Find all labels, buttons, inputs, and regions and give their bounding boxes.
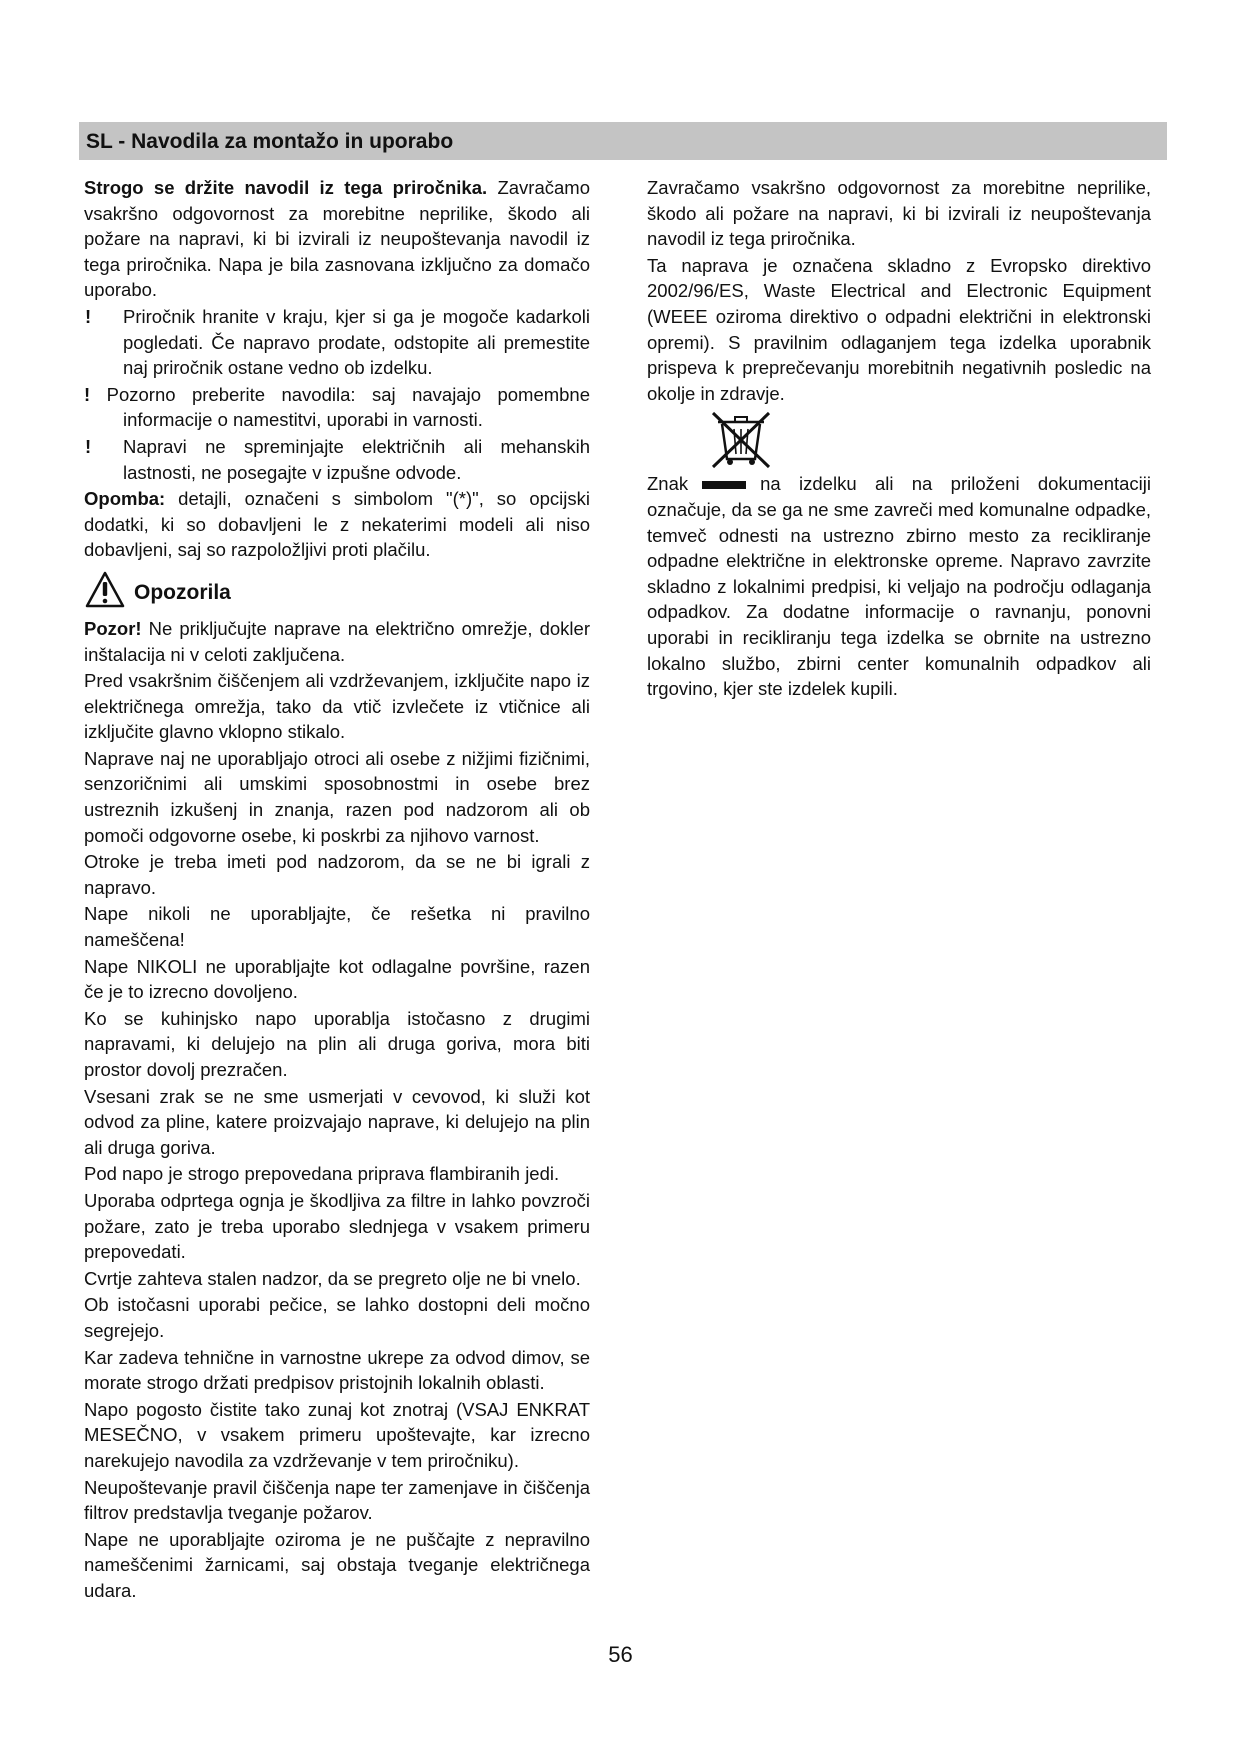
pozor-paragraph: Pozor! Ne priključujte naprave na električno omrežje, dokler inštalacija ni v celoti zaključena.: [84, 617, 590, 665]
exclamation-mark: !: [85, 305, 92, 327]
znak-paragraph: Znak na izdelku ali na priloženi dokumentaciji označuje, da se ga ne sme zavreči med komunalne odpadke, temveč odnesti na ustrezno zbirno mesto za recikliranje odpadne električne in elektronske opreme. Napravo zavrzite skladno z lokalnimi predpisi, ki veljajo na področju odlaganja odpadkov. Za dodatne informacije o ravnanju, ponovni uporabi in recikliranju tega izdelka se obrnite na ustrezno lokalno službo, zbirni center komunalnih odpadkov ali trgovino, kjer ste izdelek kupili.: [647, 473, 1151, 700]
warning-paragraph: Ko se kuhinjsko napo uporablja istočasno z drugimi napravami, ki delujejo na plin ali druga goriva, mora biti prostor dovolj prezračen.: [84, 1007, 590, 1080]
page-number: 56: [608, 1642, 633, 1667]
intro-bold: Strogo se držite navodil iz tega priročnika.: [84, 177, 488, 198]
disclaimer-paragraph: Zavračamo vsakršno odgovornost za morebitne neprilike, škodo ali požare na napravi, ki bi izvirali iz neupoštevanja navodil iz tega priročnika.: [647, 177, 1151, 250]
warning-paragraph: Neupoštevanje pravil čiščenja nape ter zamenjave in čiščenja filtrov predstavlja tveganje požarov.: [84, 1476, 590, 1524]
warning-paragraph: Pred vsakršnim čiščenjem ali vzdrževanjem, izključite napo iz električnega omrežja, tako da vtič izvlečete iz vtičnice ali izključite glavno vklopno stikalo.: [84, 670, 590, 743]
warning-paragraph: Nape nikoli ne uporabljajte, če rešetka ni pravilno nameščena!: [84, 903, 590, 951]
section-title: SL - Navodila za montažo in uporabo: [86, 130, 454, 153]
bullet-2: ! Pozorno preberite navodila: saj navajajo pomembne informacije o namestitvi, uporabi in varnosti.: [84, 383, 591, 431]
warning-paragraph: Pod napo je strogo prepovedana priprava flambiranih jedi.: [84, 1163, 560, 1185]
left-column: [84, 175, 590, 1604]
warnings-title: Opozorila: [134, 581, 231, 605]
bullet-1: ! Priročnik hranite v kraju, kjer si ga je mogoče kadarkoli pogledati. Če napravo prodate, odstopite ali premestite naj priročnik ostane vedno ob izdelku.: [85, 305, 590, 379]
warning-paragraph: Nape ne uporabljajte oziroma je ne puščajte z nepravilno nameščenimi žarnicami, saj obstaja tveganje električnega udara.: [84, 1528, 590, 1601]
black-bar-symbol: [702, 481, 746, 489]
warning-triangle-icon: [84, 570, 126, 617]
note-paragraph: [84, 486, 590, 563]
warning-paragraph: Nape NIKOLI ne uporabljajte kot odlagalne površine, razen če je to izrecno dovoljeno.: [84, 955, 590, 1003]
warning-paragraph: Vsesani zrak se ne sme usmerjati v cevovod, ki služi kot odvod za pline, katere proizvajajo naprave, ki delujejo na plin ali druga goriva.: [84, 1085, 590, 1158]
right-column: [647, 175, 1151, 703]
crossed-bin-icon: [701, 409, 781, 469]
warnings-heading: [84, 572, 590, 614]
intro-paragraph: [84, 175, 590, 303]
warning-paragraph: Cvrtje zahteva stalen nadzor, da se pregreto olje ne bi vnelo.: [84, 1267, 581, 1289]
bullet-3: ! Napravi ne spreminjajte električnih ali mehanskih lastnosti, ne posegajte v izpušne odvode.: [85, 435, 590, 483]
warning-paragraph: Ob istočasni uporabi pečice, se lahko dostopni deli močno segrejejo.: [84, 1294, 590, 1341]
warning-paragraph: Otroke je treba imeti pod nadzorom, da se ne bi igrali z napravo.: [84, 851, 590, 898]
intro-text: Zavračamo vsakršno odgovornost za morebitne neprilike, škodo ali požare na napravi, ki bi izvirali iz neupoštevanja navodil iz tega priročnika. Napa je bila zasnovana izključno za domačo uporabo.: [84, 177, 590, 301]
warning-paragraph: Napo pogosto čistite tako zunaj kot znotraj (VSAJ ENKRAT MESEČNO, v vsakem primeru upoštevajte, kar izrecno narekujejo navodila za vzdrževanje v tem priročniku).: [84, 1398, 590, 1471]
warning-paragraph: Naprave naj ne uporabljajo otroci ali osebe z nižjimi fizičnimi, senzoričnimi ali umskimi sposobnostmi in osebe brez ustreznih izkušenj in znanja, razen pod nadzorom ali ob pomoči odgovorne osebe, ki poskrbi za njihovo varnost.: [84, 747, 590, 846]
warning-paragraph: Kar zadeva tehnične in varnostne ukrepe za odvod dimov, se morate strogo držati predpisov pristojnih lokalnih oblasti.: [84, 1346, 590, 1394]
exclamation-mark: !: [84, 383, 91, 405]
note-label: Opomba:: [84, 488, 166, 510]
weee-paragraph: Ta naprava je označena skladno z Evropsko direktivo 2002/96/ES, Waste Electrical and Electronic Equipment (WEEE oziroma direktivo o odpadni električni in elektronski opremi). S pravilnim odlaganjem tega izdelka uporabnik prispeva k preprečevanju morebitnih negativnih posledic na okolje in zdravje.: [647, 254, 1151, 404]
section-header: [79, 122, 1167, 160]
pozor-label: Pozor!: [84, 617, 142, 639]
note-text: detajli, označeni s simbolom "(*)", so opcijski dodatki, ki so dobavljeni le z nekaterimi modeli ali niso dobavljeni, saj so razpoložljivi proti plačilu.: [84, 488, 590, 561]
exclamation-mark: !: [85, 435, 92, 457]
warning-paragraph: Uporaba odprtega ognja je škodljiva za filtre in lahko povzroči požare, zato je treba uporabo slednjega v vsakem primeru prepovedati.: [84, 1189, 590, 1263]
